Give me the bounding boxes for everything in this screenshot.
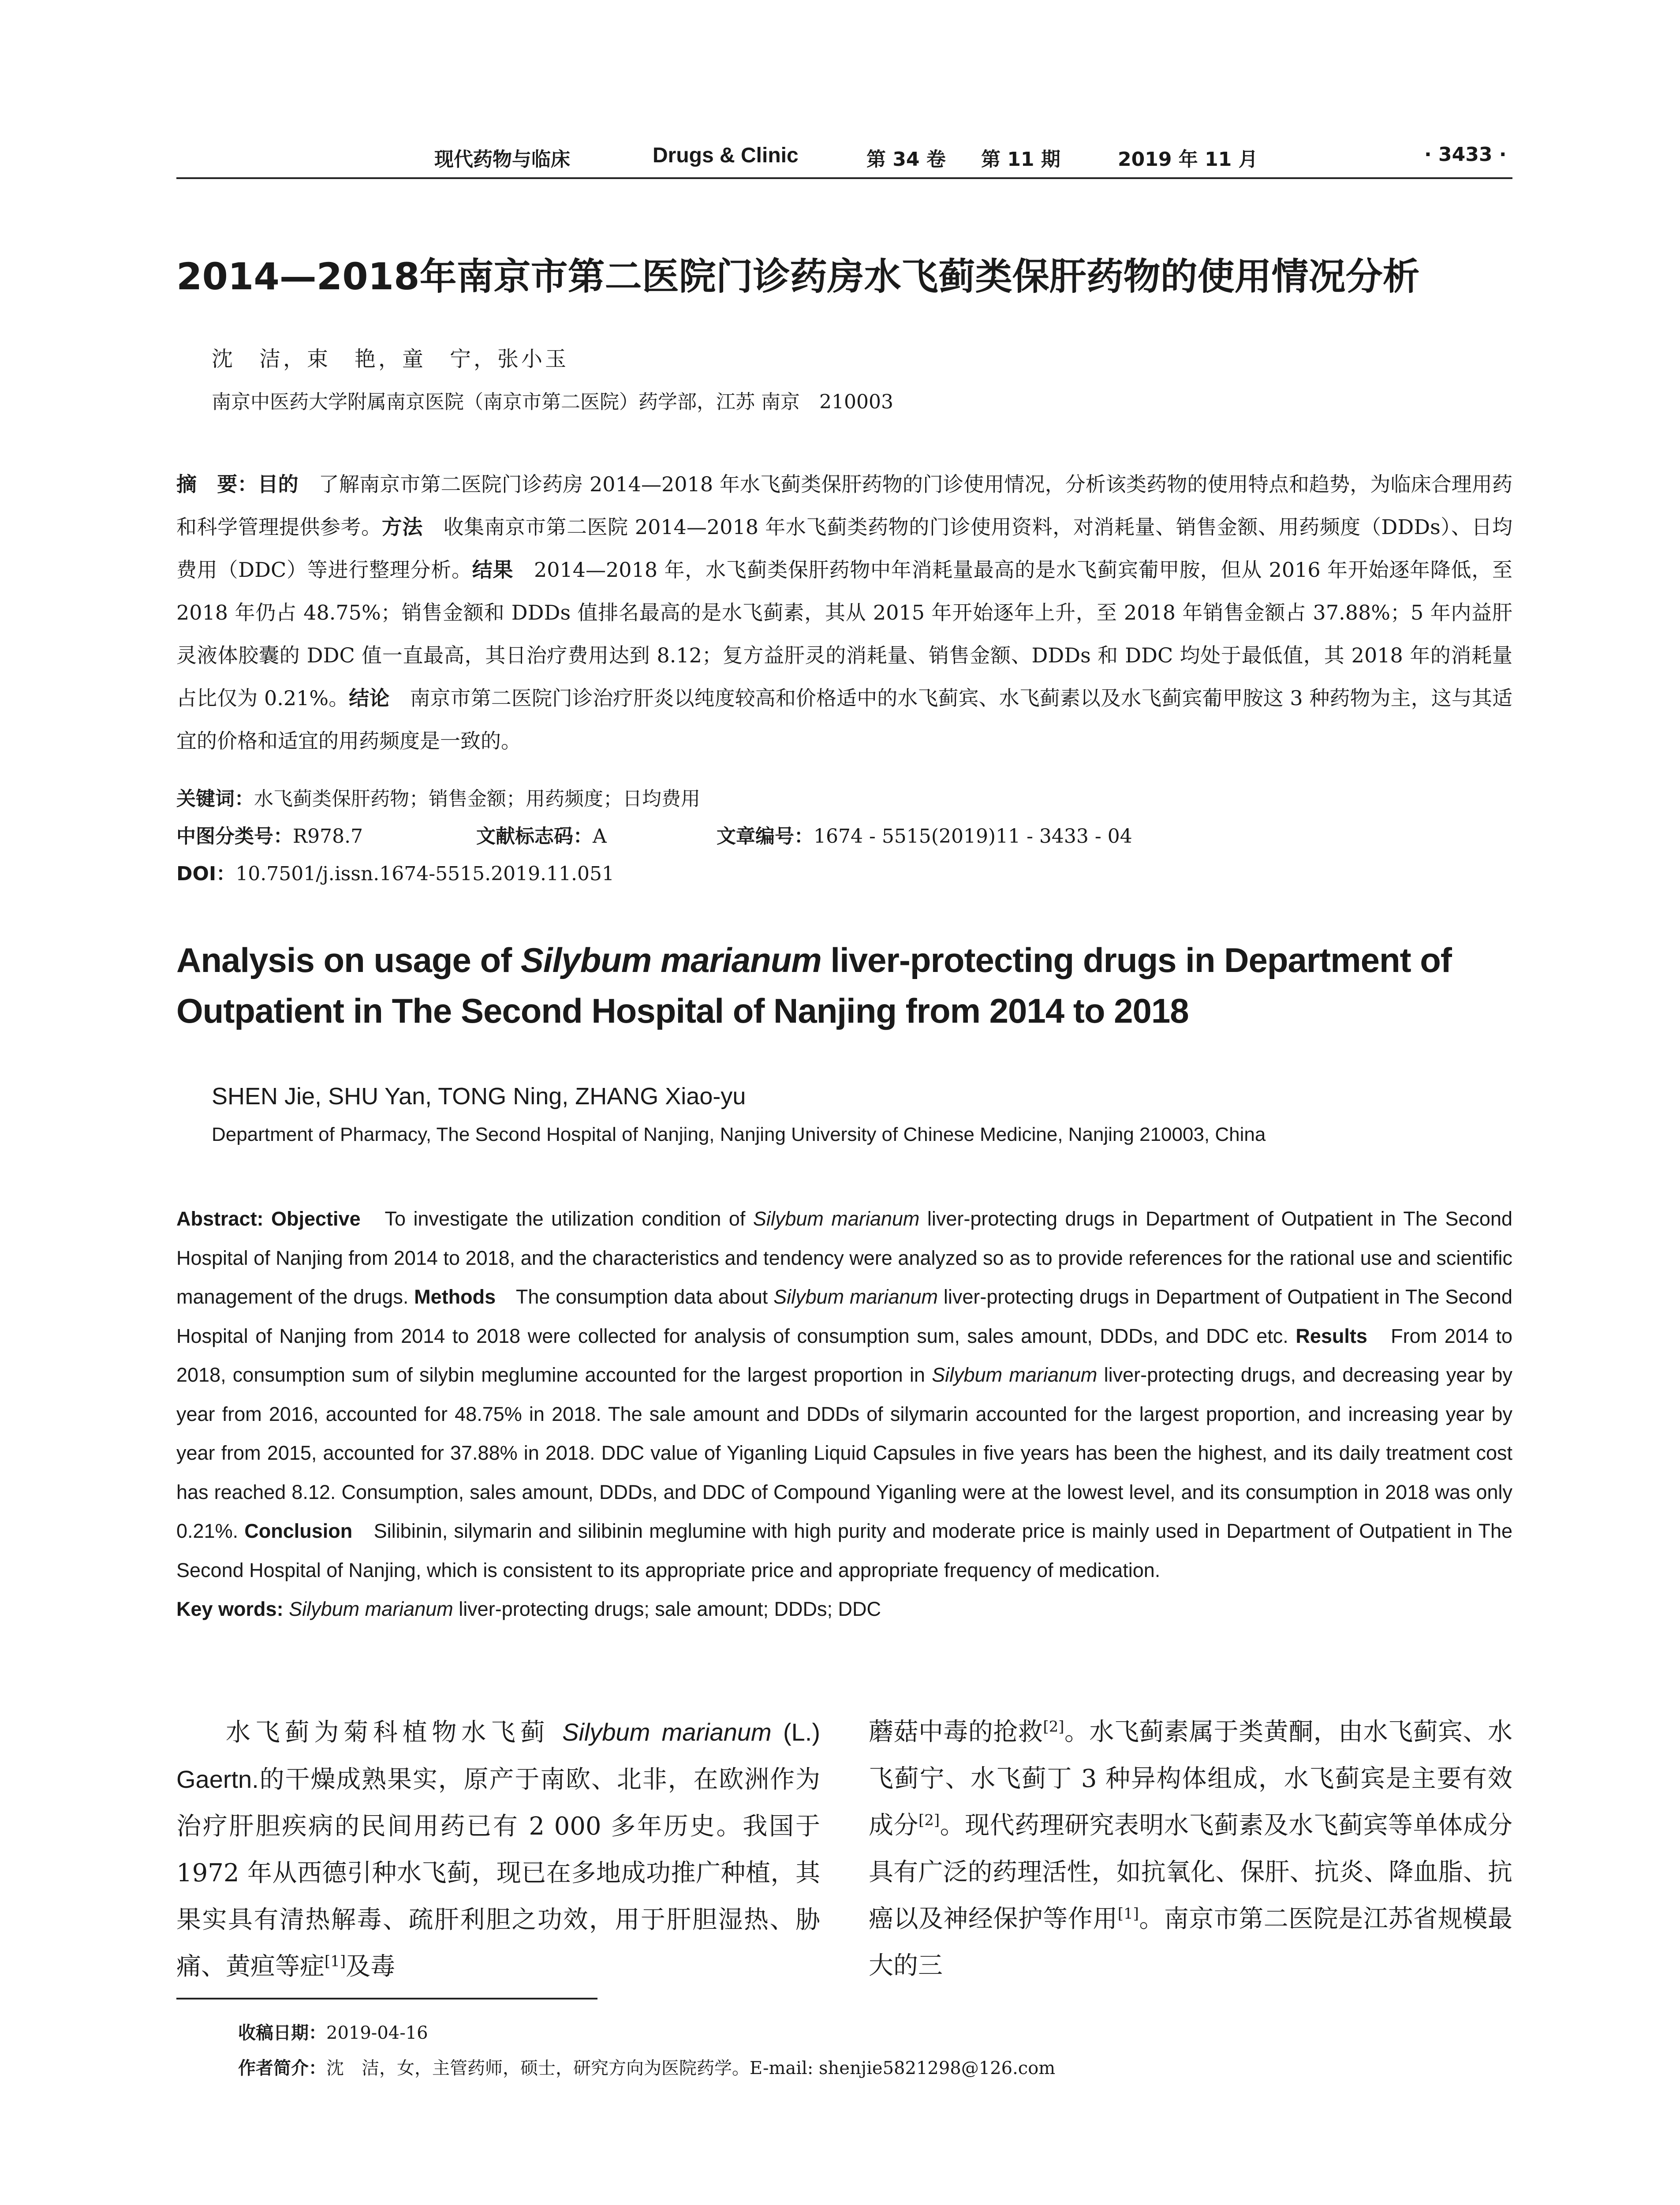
doi xyxy=(176,858,614,886)
clc-value: R978.7 xyxy=(293,825,363,848)
species-name: Silybum marianum xyxy=(283,1598,453,1620)
abstract-en xyxy=(176,1200,1512,1629)
body-column-right xyxy=(869,1709,1512,1989)
title-en-part1: Analysis on usage of xyxy=(176,941,521,979)
author-bio-label: 作者简介： xyxy=(238,2058,326,2078)
authors-en: SHEN Jie, SHU Yan, TONG Ning, ZHANG Xiao-yu xyxy=(212,1083,746,1110)
abstract-en-text: To investigate the utilization condition of xyxy=(360,1207,753,1230)
footnote-rule xyxy=(176,1998,597,1999)
methods-cn: 收集南京市第二医院 2014—2018 年水飞蓟类药物的门诊使用资料，对消耗量、销售金额、用药频度（DDDs）、日均费用（DDC）等进行整理分析。 xyxy=(176,515,1513,582)
abstract-cn xyxy=(176,463,1512,762)
citation-ref[interactable]: [2] xyxy=(918,1811,940,1829)
body-text: 水飞蓟为菊科植物水飞蓟 xyxy=(226,1718,563,1747)
body-column-left xyxy=(176,1709,820,1990)
abstract-en-text: Silibinin, silymarin and silibinin meglumine with high purity and moderate price is mainly used in Department of Outpatient in The Second Hospital of Nanjing, which is consistent to its appropriate price and appropriate frequency of medication. xyxy=(176,1520,1513,1581)
species-name: Silybum marianum xyxy=(932,1364,1098,1386)
abstract-en-text: liver-protecting drugs in Department of Outpatient in The Second Hospital of Nanjing from 2014 to 2018, and the characteristics and tendency were analyzed so as to provide references for the rational use and scientific management of the drugs. xyxy=(176,1207,1512,1308)
journal-date: 2019 年 11 月 xyxy=(1118,148,1258,171)
abstract-en-text: The consumption data about xyxy=(496,1286,774,1308)
conclusion-label-en: Conclusion xyxy=(238,1520,353,1542)
clc-label: 中图分类号： xyxy=(176,825,293,848)
footnote-author xyxy=(238,2054,1055,2079)
abstract-en-text: liver-protecting drugs, and decreasing year by year from 2016, accounted for 48.75% in 2018. The sale amount and DDDs of silymarin accounted for the largest proportion, and increasing year by year from 2015, accounted for 37.88% in 2018. DDC value of Yiganling Liquid Capsules in five years has been the highest, and its daily treatment cost has reached 8.12. Consumption, sales amount, DDDs, and DDC of Compound Yiganling were at the lowest level, and its consumption in 2018 was only 0.21%. xyxy=(176,1364,1512,1542)
doc-code-label: 文献标志码： xyxy=(476,825,593,848)
header-rule xyxy=(176,177,1512,179)
keywords-en-text: liver-protecting drugs; sale amount; DDDs; DDC xyxy=(453,1598,881,1620)
body-text: 。现代药理研究表明水飞蓟素及水飞蓟宾等单体成分具有广泛的药理活性，如抗氧化、保肝、抗炎、降血脂、抗癌以及神经保护等作用 xyxy=(869,1811,1513,1933)
results-cn: 2014—2018 年，水飞蓟类保肝药物中年消耗量最高的是水飞蓟宾葡甲胺，但从 2016 年开始逐年降低，至 2018 年仍占 48.75%；销售金额和 DDDs 值排名最高的是水飞蓟素，其从 2015 年开始逐年上升，至 2018 年销售金额占 37.88%；5 年内益肝灵液体胶囊的 DDC 值一直最高，其日治疗费用达到 8.12；复方益肝灵的消耗量、销售金额、DDDs 和 DDC 均处于最低值，其 2018 年的消耗量占比仅为 0.21%。 xyxy=(176,558,1512,710)
affiliation-cn: 南京中医药大学附属南京医院（南京市第二医院）药学部，江苏 南京 210003 xyxy=(212,391,893,413)
methods-label-en: Methods xyxy=(408,1286,496,1308)
author-bio: 沈 洁，女，主管药师，硕士，研究方向为医院药学。E-mail: shenjie5821298@126.com xyxy=(326,2058,1056,2078)
citation-ref[interactable]: [1] xyxy=(325,1952,346,1970)
keywords-cn-text: 水飞蓟类保肝药物；销售金额；用药频度；日均费用 xyxy=(254,788,700,810)
abstract-en-label: Abstract: Objective xyxy=(176,1207,361,1230)
species-name: Silybum marianum xyxy=(773,1286,938,1308)
title-en-part2: liver-protecting drugs in Department of Outpatient in The Second Hospital of Nanjing from 2014 to 2018 xyxy=(176,941,1452,1030)
article-number-label: 文章编号： xyxy=(717,825,814,848)
footnote-received xyxy=(238,2019,428,2044)
doi-link[interactable]: 10.7501/j.issn.1674-5515.2019.11.051 xyxy=(235,863,614,885)
citation-ref[interactable]: [2] xyxy=(1043,1718,1064,1736)
keywords-cn-label: 关键词： xyxy=(176,788,254,810)
doc-code-value: A xyxy=(593,825,607,848)
body-text: 蘑菇中毒的抢救 xyxy=(869,1718,1043,1746)
affiliation-en: Department of Pharmacy, The Second Hospital of Nanjing, Nanjing University of Chinese Medicine, Nanjing 210003, China xyxy=(212,1124,1266,1145)
conclusion-cn: 南京市第二医院门诊治疗肝炎以纯度较高和价格适中的水飞蓟宾、水飞蓟素以及水飞蓟宾葡甲胺这 3 种药物为主，这与其适宜的价格和适宜的用药频度是一致的。 xyxy=(176,686,1513,753)
body-text: 的干燥成熟果实，原产于南欧、北非，在欧洲作为治疗肝胆疾病的民间用药已有 2 000 多年历史。我国于 1972 年从西德引种水飞蓟，现已在多地成功推广种植，其果实具有清热解毒、疏肝利胆之功效，用于肝胆湿热、胁痛、黄疸等症 xyxy=(176,1765,820,1981)
species-authority: (L.) Gaertn. xyxy=(176,1718,820,1793)
received-label: 收稿日期： xyxy=(238,2023,326,2043)
title-cn: 2014—2018年南京市第二医院门诊药房水飞蓟类保肝药物的使用情况分析 xyxy=(176,255,1420,298)
body-text: 。南京市第二医院是江苏省规模最大的三 xyxy=(869,1905,1513,1980)
body-text: 。水飞蓟素属于类黄酮，由水飞蓟宾、水飞蓟宁、水飞蓟丁 3 种异构体组成，水飞蓟宾是主要有效成分 xyxy=(869,1718,1513,1840)
journal-issue: 第 11 期 xyxy=(981,148,1060,171)
methods-label-cn: 方法 xyxy=(381,515,423,539)
citation-ref[interactable]: [1] xyxy=(1117,1905,1139,1923)
title-en xyxy=(176,935,1512,1036)
abstract-en-text: liver-protecting drugs in Department of Outpatient in The Second Hospital of Nanjing from 2014 to 2018 were collected for analysis of consumption sum, sales amount, DDDs, and DDC etc. xyxy=(176,1286,1512,1347)
abstract-en-text: From 2014 to 2018, consumption sum of silybin meglumine accounted for the largest proportion in xyxy=(176,1324,1512,1386)
conclusion-label-cn: 结论 xyxy=(349,686,390,710)
received-date: 2019-04-16 xyxy=(326,2023,428,2043)
body-text: 及毒 xyxy=(346,1952,396,1981)
results-label-en: Results xyxy=(1288,1324,1367,1347)
keywords-en-label: Key words: xyxy=(176,1598,284,1620)
objective-label-cn: 目的 xyxy=(258,472,299,496)
journal-name-cn: 现代药物与临床 xyxy=(434,148,570,171)
document-code xyxy=(476,820,607,848)
journal-volume: 第 34 卷 xyxy=(866,148,946,171)
doi-label: DOI： xyxy=(176,863,236,885)
results-label-cn: 结果 xyxy=(472,558,514,582)
objective-cn: 了解南京市第二医院门诊药房 2014—2018 年水飞蓟类保肝药物的门诊使用情况，分析该类药物的使用特点和趋势，为临床合理用药和科学管理提供参考。 xyxy=(176,472,1513,539)
keywords-cn xyxy=(176,783,700,811)
species-name: Silybum marianum xyxy=(562,1718,772,1746)
species-name: Silybum marianum xyxy=(753,1207,920,1230)
page-number: · 3433 · xyxy=(1424,143,1507,166)
title-en-italic: Silybum marianum xyxy=(520,941,821,979)
clc-number xyxy=(176,820,363,848)
article-number xyxy=(717,820,1132,848)
article-number-value: 1674 - 5515(2019)11 - 3433 - 04 xyxy=(814,825,1132,848)
authors-cn: 沈 洁，束 艳，童 宁，张小玉 xyxy=(212,347,569,371)
abstract-cn-label: 摘 要： xyxy=(176,472,258,496)
journal-name-en: Drugs & Clinic xyxy=(653,144,799,167)
